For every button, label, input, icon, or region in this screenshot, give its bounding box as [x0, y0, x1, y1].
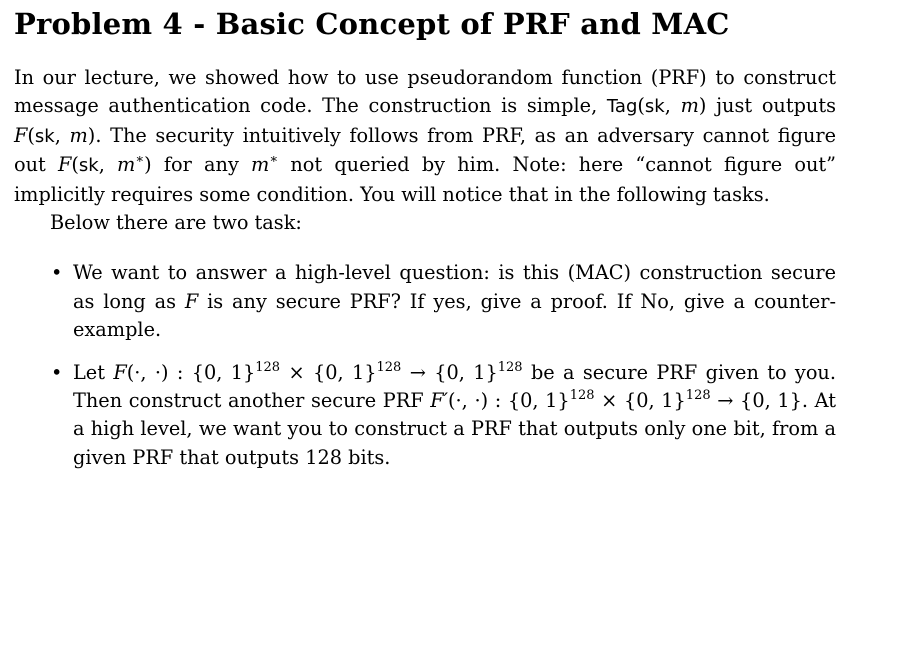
- intro-text-5: not queried by him. Note: here “cannot figure out” implicitly requires some condition. You will notice that in the following tasks.: [14, 153, 837, 206]
- task-2-times-2: × {0, 1}: [594, 389, 686, 413]
- task-item-2: [14, 359, 836, 473]
- tag-comma: ,: [664, 94, 681, 118]
- output-comma: ,: [54, 123, 70, 147]
- bullet-2: •: [51, 360, 63, 384]
- task-1-text-b: is any secure PRF? If yes, give a proof. If No, give a counter-example.: [73, 289, 837, 342]
- any-star: ∗: [269, 152, 279, 168]
- tag-close-paren: ): [698, 94, 707, 118]
- task-1-text-a: We want to answer a high-level question: is this (MAC) construction secure as long as: [73, 261, 836, 313]
- tag-function: Tag: [606, 96, 638, 118]
- intro-text-4: for any: [151, 153, 252, 177]
- task-2-given: be a secure PRF given to you. Then construct another secure PRF: [73, 360, 836, 413]
- tag-open-paren: (: [637, 94, 645, 118]
- task-2-let: Let: [73, 360, 114, 384]
- intro-text-2: just outputs: [706, 94, 836, 118]
- task-2-end: → {0, 1}.: [710, 389, 809, 413]
- task-2-exp-4: 128: [569, 388, 595, 404]
- forge-mstar: m: [117, 153, 136, 177]
- forge-comma: ,: [98, 153, 118, 177]
- task-2-exp-2: 128: [376, 359, 402, 375]
- output-close-paren: ): [87, 123, 96, 147]
- output-F: F: [14, 123, 28, 147]
- output-sk: sk: [34, 125, 55, 147]
- task-2-arrow-1: → {0, 1}: [401, 360, 498, 384]
- task-2-domain-1: (·, ·) : {0, 1}: [126, 360, 256, 384]
- intro-paragraph: [14, 64, 836, 209]
- task-2-times-1: × {0, 1}: [280, 360, 377, 384]
- task-item-1: [14, 259, 836, 344]
- task-2-tail: At a high level, we want you to construct a PRF that outputs only one bit, from a given PRF that outputs 128 bits.: [73, 389, 836, 469]
- forge-close-paren: ): [144, 153, 152, 177]
- tag-sk: sk: [644, 96, 665, 118]
- problem-title: Problem 4 - Basic Concept of PRF and MAC: [14, 7, 730, 41]
- task-1-F: F: [184, 289, 199, 313]
- tasks-lead: Below there are two task:: [50, 211, 302, 235]
- forge-sk: sk: [78, 155, 99, 177]
- output-open-paren: (: [27, 123, 35, 147]
- output-m: m: [69, 123, 88, 147]
- intro-text-1: In our lecture, we showed how to use pseudorandom function (PRF) to construct message authentication code. The construction is simple,: [14, 66, 836, 118]
- task-2-exp-3: 128: [497, 359, 523, 375]
- task-2-domain-2: (·, ·) : {0, 1}: [448, 389, 570, 413]
- any-mstar: m: [251, 153, 270, 177]
- intro-text-3: . The security intuitively follows from PRF, as an adversary cannot figure out: [14, 123, 836, 177]
- task-2-exp-5: 128: [685, 388, 711, 404]
- forge-star: ∗: [135, 152, 145, 168]
- task-2-Fprime: F′: [430, 389, 449, 413]
- forge-open-paren: (: [71, 153, 79, 177]
- document-page: [14, 0, 836, 486]
- task-2-exp-1: 128: [255, 359, 281, 375]
- bullet-1: •: [51, 261, 63, 285]
- task-2-F: F: [113, 360, 127, 384]
- tag-m: m: [680, 94, 699, 118]
- task-list: [14, 259, 836, 472]
- forge-F: F: [57, 153, 72, 177]
